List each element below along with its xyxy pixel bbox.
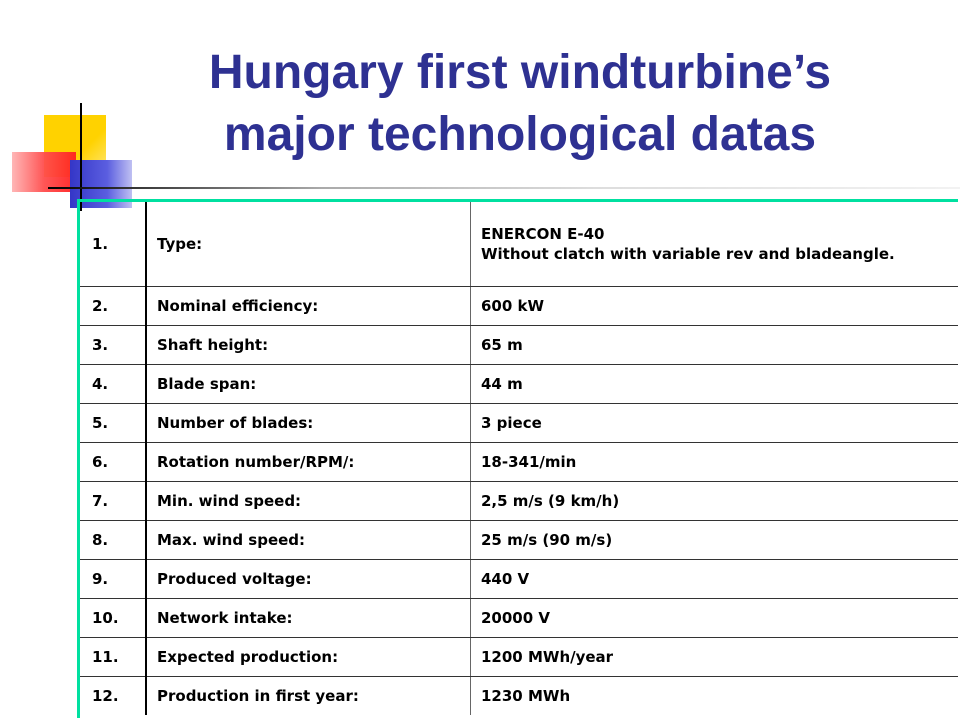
table-row [80, 326, 958, 365]
row-value: 25 m/s (90 m/s) [471, 521, 959, 560]
slide-title-line-1: Hungary first windturbine’s [208, 46, 832, 99]
table-row [80, 560, 958, 599]
row-value: 18-341/min [471, 443, 959, 482]
row-value: 3 piece [471, 404, 959, 443]
table-row [80, 482, 958, 521]
row-value: 44 m [471, 365, 959, 404]
row-value: 1230 MWh [481, 687, 571, 705]
table-row [80, 599, 958, 638]
table-row [80, 404, 958, 443]
specs-table-container [77, 199, 958, 718]
slide-title [120, 42, 920, 166]
row-number: 6. [80, 443, 146, 482]
logo-red-square [12, 152, 76, 192]
row-value: 1200 MWh/year [471, 638, 959, 677]
row-value: 440 V [471, 560, 959, 599]
row-label: Max. wind speed: [146, 521, 471, 560]
row-label: Rotation number/RPM/: [146, 443, 471, 482]
row-number: 12. [80, 677, 146, 716]
row-label: Type: [146, 202, 471, 287]
specs-table [80, 202, 958, 715]
title-divider-line [48, 187, 960, 189]
row-number: 2. [80, 287, 146, 326]
row-label: Nominal efficiency: [146, 287, 471, 326]
table-row [80, 202, 958, 287]
row-number: 10. [80, 599, 146, 638]
row-number: 7. [80, 482, 146, 521]
table-row [80, 638, 958, 677]
table-row [80, 443, 958, 482]
row-number: 1. [80, 202, 146, 287]
row-value: 65 m [471, 326, 959, 365]
table-row [80, 677, 958, 716]
row-value: 2,5 m/s (9 km/h) [471, 482, 959, 521]
row-label: Expected production: [146, 638, 471, 677]
row-number: 5. [80, 404, 146, 443]
row-value [471, 202, 959, 287]
row-label: Min. wind speed: [146, 482, 471, 521]
row-label: Produced voltage: [146, 560, 471, 599]
logo-vertical-line [80, 103, 82, 211]
table-row [80, 521, 958, 560]
row-label: Production in first year: [146, 677, 471, 716]
row-label: Network intake: [146, 599, 471, 638]
row-value-line-2: Without clatch with variable rev and bladeangle. [481, 245, 895, 263]
row-number: 11. [80, 638, 146, 677]
row-label: Shaft height: [146, 326, 471, 365]
table-row [80, 365, 958, 404]
table-row [80, 287, 958, 326]
slide-title-line-2: major technological datas [223, 108, 817, 161]
row-value-line-1: ENERCON E-40 [481, 225, 605, 243]
row-number: 9. [80, 560, 146, 599]
row-value: 600 kW [471, 287, 959, 326]
row-label: Blade span: [146, 365, 471, 404]
row-number: 4. [80, 365, 146, 404]
row-number: 3. [80, 326, 146, 365]
row-label: Number of blades: [146, 404, 471, 443]
row-value: 20000 V [471, 599, 959, 638]
row-number: 8. [80, 521, 146, 560]
